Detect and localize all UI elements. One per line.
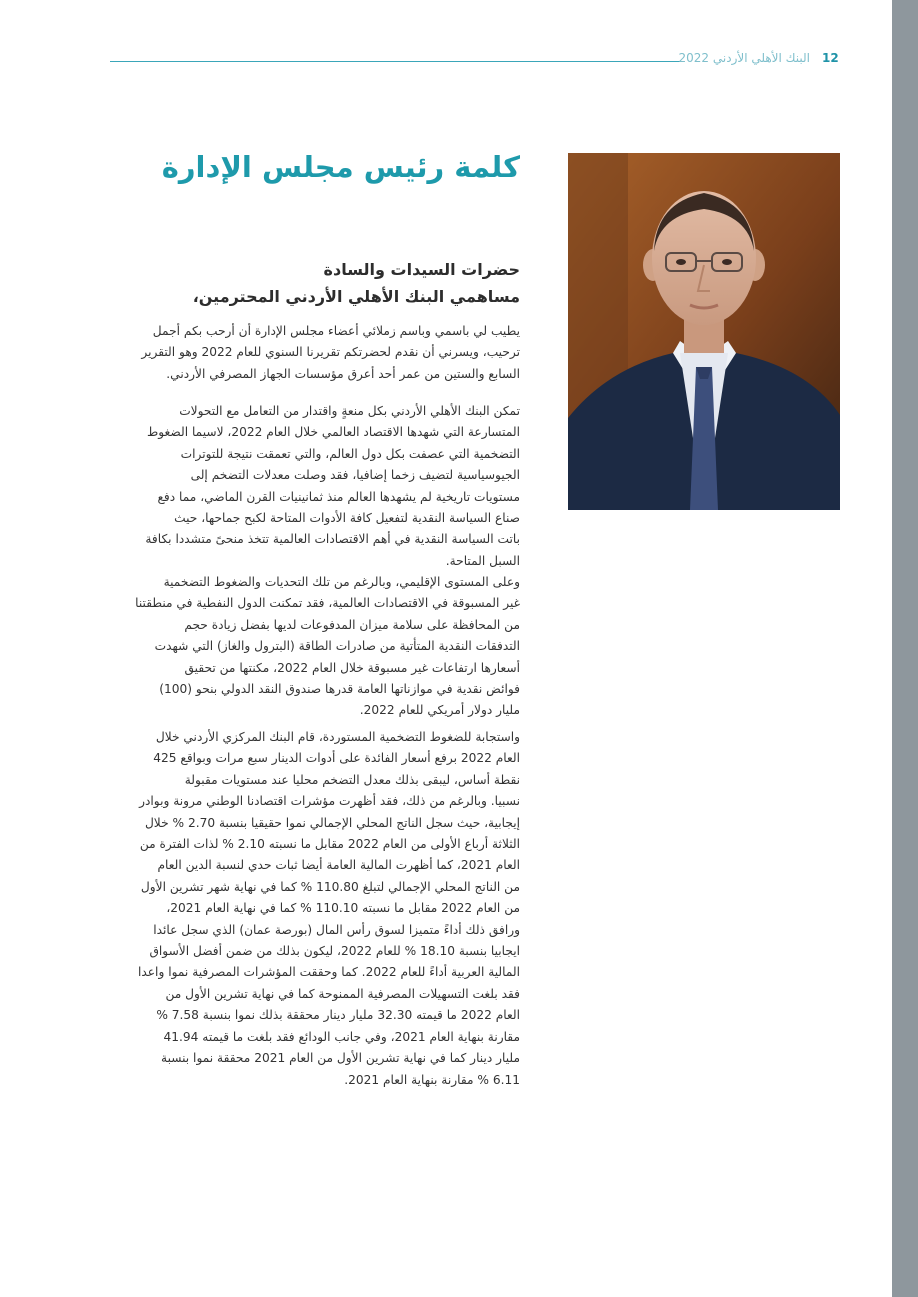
salutation-line: حضرات السيدات والسادة xyxy=(323,260,520,279)
text-line: 6.11 % مقارنة بنهاية العام 2021. xyxy=(344,1072,520,1087)
text-line: أسعارها ارتفاعات غير مسبوقة خلال العام 2022، مكنتها من تحقيق xyxy=(184,660,520,675)
text-line: صناع السياسة النقدية لتفعيل كافة الأدوات المتاحة لكبح جماحها، حيث xyxy=(174,511,520,526)
text-line: مليار دولار أمريكي للعام 2022. xyxy=(359,703,520,718)
text-line: المالية العربية أداءً للعام 2022. كما وحققت المؤشرات المصرفية نموا واعدا xyxy=(138,965,520,980)
text-line: مقارنة بنهاية العام 2021، وفي جانب الودائع فقد بلغت ما قيمته 41.94 xyxy=(163,1029,520,1044)
text-line: تمكن البنك الأهلي الأردني بكل منعةٍ واقتدار من التعامل مع التحولات xyxy=(179,404,520,418)
text-line: ايجابيا بنسبة 18.10 % للعام 2022، ليكون بذلك من ضمن أفضل الأسواق xyxy=(149,944,520,959)
salutation-line: مساهمي البنك الأهلي الأردني المحترمين، xyxy=(192,287,520,306)
text-line: واستجابة للضغوط التضخمية المستوردة، قام البنك المركزي الأردني خلال xyxy=(155,730,520,744)
text-line: ترحيب، ويسرني أن نقدم لحضرتكم تقريرنا السنوي للعام 2022 وهو التقرير xyxy=(141,345,520,360)
text-line: مليار دينار كما في نهاية تشرين الأول من العام 2021 محققة نموا بنسبة xyxy=(161,1051,520,1066)
text-line: ورافق ذلك أداءً متميزا لسوق رأس المال (بورصة عمان) الذي سجل عائدا xyxy=(153,922,520,937)
text-line: العام 2022 برفع أسعار الفائدة على أدوات الدينار سبع مرات وبواقع 425 xyxy=(153,751,520,766)
paragraph-opening xyxy=(110,321,520,385)
text-line: السابع والستين من عمر أحد أعرق مؤسسات الجهاز المصرفي الأردني. xyxy=(166,366,520,381)
text-line: فقد بلغت التسهيلات المصرفية الممنوحة كما في نهاية تشرين الأول من xyxy=(165,986,520,1001)
text-line: يطيب لي باسمي وباسم زملائي أعضاء مجلس الإدارة أن أرحب بكم أجمل xyxy=(152,324,520,338)
report-title: البنك الأهلي الأردني 2022 xyxy=(678,51,810,65)
page-heading: كلمة رئيس مجلس الإدارة xyxy=(161,150,520,184)
portrait-illustration xyxy=(568,153,840,510)
text-line: المتسارعة التي شهدها الاقتصاد العالمي خلال العام 2022، لاسيما الضغوط xyxy=(146,425,520,440)
text-line: مستويات تاريخية لم يشهدها العالم منذ ثمانينيات القرن الماضي، مما دفع xyxy=(157,489,520,504)
text-line: العام 2022 ما قيمته 32.30 مليار دينار محققة بذلك نموا بنسبة 7.58 % xyxy=(156,1008,520,1023)
paragraph-regional xyxy=(110,572,520,722)
text-line: إيجابية، حيث سجل الناتج المحلي الإجمالي نموا حقيقيا بنسبة 2.70 % خلال xyxy=(144,815,520,830)
text-line: التدفقات النقدية المتأتية من صادرات الطاقة (البترول والغاز) التي شهدت xyxy=(154,639,520,654)
text-line: السبل المتاحة. xyxy=(445,553,520,568)
text-line: من المحافظة على سلامة ميزان المدفوعات لديها بفضل زيادة حجم xyxy=(184,617,520,632)
page-number: 12 xyxy=(822,51,839,65)
text-line: التضخمية التي عصفت بكل دول العالم، والتي تعمقت نتيجة للتوترات xyxy=(180,446,520,461)
side-color-band xyxy=(892,0,918,1297)
chairman-portrait xyxy=(568,153,840,510)
text-line: من العام 2022 مقابل ما نسبته 110.10 % كما في نهاية العام 2021، xyxy=(166,901,520,916)
text-line: العام 2021، كما أظهرت المالية العامة أيضا ثبات حدي لنسبة الدين العام xyxy=(157,858,520,873)
text-line: فوائض نقدية في موازناتها العامة قدرها صندوق النقد الدولي بنحو (100) xyxy=(159,682,520,697)
text-line: وعلى المستوى الإقليمي، وبالرغم من تلك التحديات والضغوط التضخمية xyxy=(163,575,520,589)
text-line: نسبيا. وبالرغم من ذلك، فقد أظهرت مؤشرات اقتصادنا الوطني مرونة وبوادر xyxy=(139,794,520,809)
header-divider xyxy=(110,61,680,62)
paragraph-global-economy xyxy=(110,401,520,572)
salutation xyxy=(110,256,520,310)
text-line: غير المسبوقة في الاقتصادات العالمية، فقد تمكنت الدول النفطية في منطقتنا xyxy=(135,596,520,611)
text-line: من الناتج المحلي الإجمالي لتبلغ 110.80 % كما في نهاية شهر تشرين الأول xyxy=(140,879,520,894)
text-line: نقطة أساس، ليبقى بذلك معدل التضخم محليا عند مستويات مقبولة xyxy=(184,772,520,787)
text-line: الجيوسياسية لتضيف زخما إضافيا، فقد وصلت معدلات التضخم إلى xyxy=(190,468,520,483)
text-line: الثلاثة أرباع الأولى من العام 2022 مقابل ما نسبته 2.10 % لذات الفترة من xyxy=(139,837,520,852)
text-line: باتت السياسة النقدية في أهم الاقتصادات العالمية تتخذ منحىً متشددا بكافة xyxy=(145,532,520,547)
paragraph-jordan-economy xyxy=(110,727,520,1091)
